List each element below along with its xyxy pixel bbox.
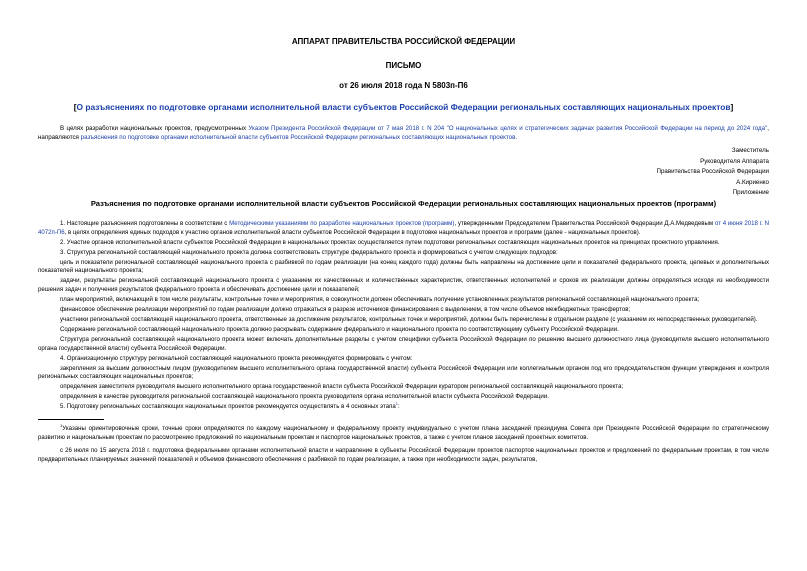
- body-text: 5. Подготовку региональных составляющих национальных проектов рекомендуется осуществлять в 4 основных этапа: [60, 403, 396, 411]
- body-paragraph-13: определения заместителя руководителя высшего исполнительного органа государственной власти субъекта Российской Федерации куратором региональной составляющей национального проекта;: [60, 383, 624, 391]
- issuer-heading: АППАРАТ ПРАВИТЕЛЬСТВА РОССИЙСКОЙ ФЕДЕРАЦИИ: [291, 37, 516, 46]
- signature-line-1: Заместитель: [731, 147, 769, 155]
- methodology-link[interactable]: Методическими указаниями по разработке национальных проектов (программ): [229, 219, 455, 227]
- document-date-heading: от 26 июля 2018 года N 5803п-П6: [339, 81, 468, 90]
- body-paragraph-1: [38, 220, 769, 238]
- body-text: , утвержденными Председателем Правительства Российской Федерации Д.А.Медведевым: [454, 219, 715, 227]
- intro-text-2: , направляются: [38, 125, 769, 142]
- footnote-divider: [38, 419, 104, 420]
- subject-link[interactable]: О разъяснениях по подготовке органами исполнительной власти субъектов Российской Федерации региональных составляющих национальных проектов: [76, 102, 731, 112]
- decree-link[interactable]: Указом Президента Российской Федерации от 7 мая 2018 г. N 204 "О национальных целях и стратегических задачах развития Российской Федерации на период до 2024 года": [248, 125, 768, 132]
- body-paragraph-5: задачи, результаты региональной составляющей национального проекта с указанием их качественных и количественных характеристик, ответственных исполнителей и сроков их реализации должны определяться исходя из необходимости решения задач и получения результатов федерального проекта и обеспечивать достижение цели и показателей;: [38, 277, 769, 294]
- footnote-continuation: с 26 июля по 15 августа 2018 г. подготовка федеральными органами исполнительной власти и направление в субъекты Российской Федерации проектов паспортов национальных проектов и предложений по федеральным проектам, в том числе предварительных планируемых значений показателей и объемов финансового обеспечения с разбивкой по годам реализации, а также при необходимости задач, результатов,: [38, 446, 769, 464]
- footnote-1: [38, 424, 769, 443]
- body-paragraph-7: финансовое обеспечение реализации мероприятий по годам реализации должно отражаться в разрезе источников финансирования с выделением, в том числе объемов межбюджетных трансфертов;: [60, 306, 631, 314]
- body-paragraph-14: определения в качестве руководителя региональной составляющей национального проекта руководителя органа исполнительной власти субъекта Российской Федерации.: [60, 393, 549, 401]
- footnote-1-marker: 1: [60, 423, 63, 428]
- body-paragraph-2: 2. Участие органов исполнительной власти субъектов Российской Федерации в национальных проектах осуществляется путем подготовки региональных составляющих национальных проектов на принципах проектного управления.: [60, 238, 720, 246]
- body-paragraph-3: 3. Структура региональной составляющей национального проекта должна соответствовать структуре федерального проекта и формироваться с учетом следующих подходов:: [60, 248, 558, 256]
- body-paragraph-10: Структура региональной составляющей национального проекта может включать дополнительные разделы с учетом специфики субъекта Российской Федерации по решению высшего должностного лица (руководителя высшего исполнительного органа государственной власти) субъекта Российской Федерации.: [38, 335, 769, 352]
- footnotes: [38, 424, 769, 465]
- body-paragraph-12: закрепления за высшим должностным лицом (руководителем высшего исполнительного органа государственной власти) субъекта Российской Федерации или коллегиальным органом под его председательством функции утверждения и контроля региональных составляющих национальных проектов;: [38, 364, 769, 381]
- footnote-ref-1[interactable]: 1: [395, 401, 399, 407]
- body-paragraph-15: [38, 403, 769, 412]
- approval-date-link[interactable]: от 4 июня 2018 г. N 4072п-П6: [38, 219, 770, 236]
- signature-block: [38, 146, 769, 199]
- body-paragraph-6: план мероприятий, включающий в том числе результаты, контрольные точки и мероприятия, в совокупности должен обеспечивать получение установленных результатов региональной составляющей национального проекта;: [60, 296, 700, 304]
- signature-line-3: Правительства Российской Федерации: [656, 168, 769, 176]
- intro-text-1: В целях разработки национальных проектов, предусмотренных: [60, 125, 249, 132]
- body-paragraph-4: цель и показатели региональной составляющей национального проекта с разбивкой по годам реализации (на конец каждого года) должны быть направлены на достижение цели и показателей федерального проекта, целевых и дополнительных показателей национального проекта;: [38, 258, 769, 275]
- body-paragraph-11: 4. Организационную структуру региональной составляющей национального проекта рекомендуется формировать с учетом:: [60, 354, 413, 362]
- attachment-label: Приложение: [732, 189, 769, 197]
- intro-text-3: .: [515, 134, 518, 142]
- signature-line-2: Руководителя Аппарата: [700, 157, 769, 165]
- body-text: :: [398, 403, 400, 411]
- guidelines-link[interactable]: разъяснения по подготовке органами исполнительной власти субъектов Российской Федерации региональных составляющих национальных проектов: [80, 134, 516, 142]
- document-subject-heading: [38, 91, 769, 112]
- signature-name: А.Кириенко: [736, 178, 769, 186]
- subject-bracket-close: ]: [730, 102, 734, 112]
- body-paragraph-8: участники региональной составляющей национального проекта, ответственные за достижение результатов, контрольных точек и мероприятий, должны быть перечислены в отдельном разделе (с указанием их непосредственных руководителей).: [60, 315, 758, 323]
- document-type-heading: ПИСЬМО: [385, 61, 422, 70]
- body-text: , в целях определения единых подходов к участию органов исполнительной власти субъектов Российской Федерации в подготовке национальных проектов и программ (далее - национальных проектов).: [64, 228, 641, 236]
- footnote-text: Указаны ориентировочные сроки, точные сроки определяются по каждому национальному и федеральному проекту индивидуально с учетом плана заседаний президиума Совета при Президенте Российской Федерации по стратегическому развитию и национальным проектам по рассмотрению предложений по национальным проектам и паспортов национальных проектов, а также с учетом планов заседаний проектных комитетов.: [38, 425, 769, 442]
- appendix-title: Разъяснения по подготовке органами исполнительной власти субъектов Российской Федерации региональных составляющих национальных проектов (программ): [90, 198, 717, 208]
- subject-bracket-open: [: [73, 102, 77, 112]
- body-paragraph-9: Содержание региональной составляющей национального проекта должно раскрывать содержание федерального и национального проекта по соответствующему субъекту Российской Федерации.: [60, 325, 619, 333]
- body-text: 1. Настоящие разъяснения подготовлены в соответствии с: [60, 219, 230, 227]
- intro-paragraph: [38, 124, 769, 142]
- document-body: [38, 220, 769, 412]
